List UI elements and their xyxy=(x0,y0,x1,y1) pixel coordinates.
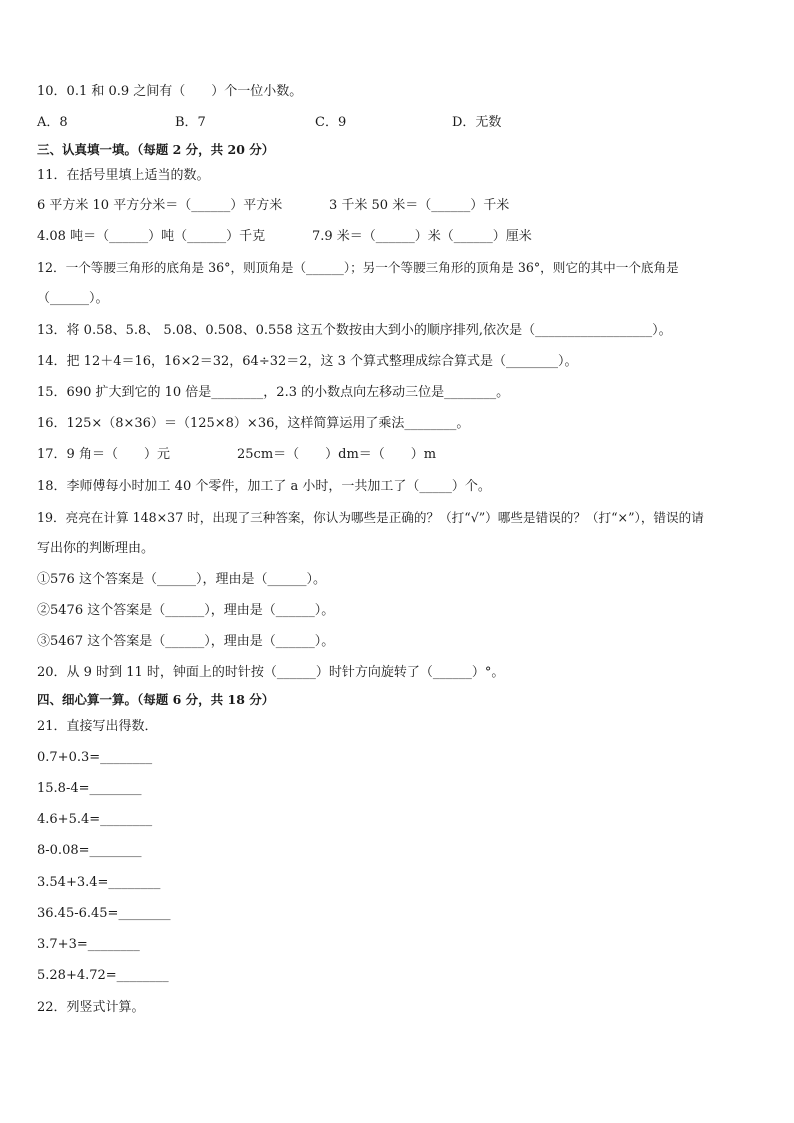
question-14: 14．把 12＋4＝16，16×2＝32，64÷32＝2，这 3 个算式整理成综合算式是（________）。 xyxy=(37,354,578,369)
question-22: 22．列竖式计算。 xyxy=(37,1000,145,1015)
question-12-line-2: （______）。 xyxy=(37,291,109,306)
calc-item-1: 0.7+0.3=________ xyxy=(37,750,153,765)
question-10: 10．0.1 和 0.9 之间有（ ）个一位小数。 xyxy=(37,84,303,99)
calc-item-7: 3.7+3=________ xyxy=(37,937,140,952)
q11-line2-part-a: 4.08 吨＝（______）吨（______）千克 xyxy=(37,229,266,244)
question-15: 15．690 扩大到它的 10 倍是________，2.3 的小数点向左移动三位是________。 xyxy=(37,385,510,400)
question-19-line-1: 19．亮亮在计算 148×37 时，出现了三种答案，你认为哪些是正确的？（打“√”）哪些是错误的？（打“×”），错误的请 xyxy=(37,510,704,525)
calc-item-8: 5.28+4.72=________ xyxy=(37,968,169,983)
q11-line1-part-b: 3 千米 50 米＝（______）千米 xyxy=(329,198,510,213)
q11-line1-part-a: 6 平方米 10 平方分米＝（______）平方米 xyxy=(37,198,283,213)
option-d: D．无数 xyxy=(452,115,502,130)
option-c: C．9 xyxy=(315,115,347,130)
q11-line2-part-b: 7.9 米＝（______）米（______）厘米 xyxy=(312,229,532,244)
section-3-heading: 三、认真填一填。（每题 2 分，共 20 分） xyxy=(37,142,275,157)
question-20: 20．从 9 时到 11 时，钟面上的时针按（______）时针方向旋转了（______）°。 xyxy=(37,665,505,680)
calc-item-2: 15.8-4=________ xyxy=(37,781,142,796)
q19-answer-1: ①576 这个答案是（______），理由是（______）。 xyxy=(37,572,326,587)
q17-part-2: 25cm＝（ ）dm＝（ ）m xyxy=(237,447,437,462)
question-12-line-1: 12．一个等腰三角形的底角是 36°，则顶角是（______）；另一个等腰三角形的顶角是 36°，则它的其中一个底角是 xyxy=(37,260,679,275)
question-19-line-2: 写出你的判断理由。 xyxy=(37,541,155,556)
question-18: 18．李师傅每小时加工 40 个零件，加工了 a 小时，一共加工了（_____）个。 xyxy=(37,479,491,494)
calc-item-5: 3.54+3.4=________ xyxy=(37,875,161,890)
option-a: A．8 xyxy=(37,115,68,130)
q17-part-1: 17．9 角＝（ ）元 xyxy=(37,447,170,462)
question-13: 13．将 0.58、5.8、 5.08、0.508、0.558 这五个数按由大到小的顺序排列,依次是（__________________）。 xyxy=(37,323,672,338)
question-16: 16．125×（8×36）＝（125×8）×36，这样简算运用了乘法________。 xyxy=(37,416,470,431)
q19-answer-3: ③5467 这个答案是（______），理由是（______）。 xyxy=(37,634,335,649)
section-4-heading: 四、细心算一算。（每题 6 分，共 18 分） xyxy=(37,692,275,707)
question-11: 11．在括号里填上适当的数。 xyxy=(37,168,210,183)
option-b: B．7 xyxy=(175,115,206,130)
calc-item-6: 36.45-6.45=________ xyxy=(37,906,171,921)
calc-item-4: 8-0.08=________ xyxy=(37,843,142,858)
calc-item-3: 4.6+5.4=________ xyxy=(37,812,153,827)
question-21: 21．直接写出得数． xyxy=(37,719,158,734)
q19-answer-2: ②5476 这个答案是（______），理由是（______）。 xyxy=(37,603,335,618)
